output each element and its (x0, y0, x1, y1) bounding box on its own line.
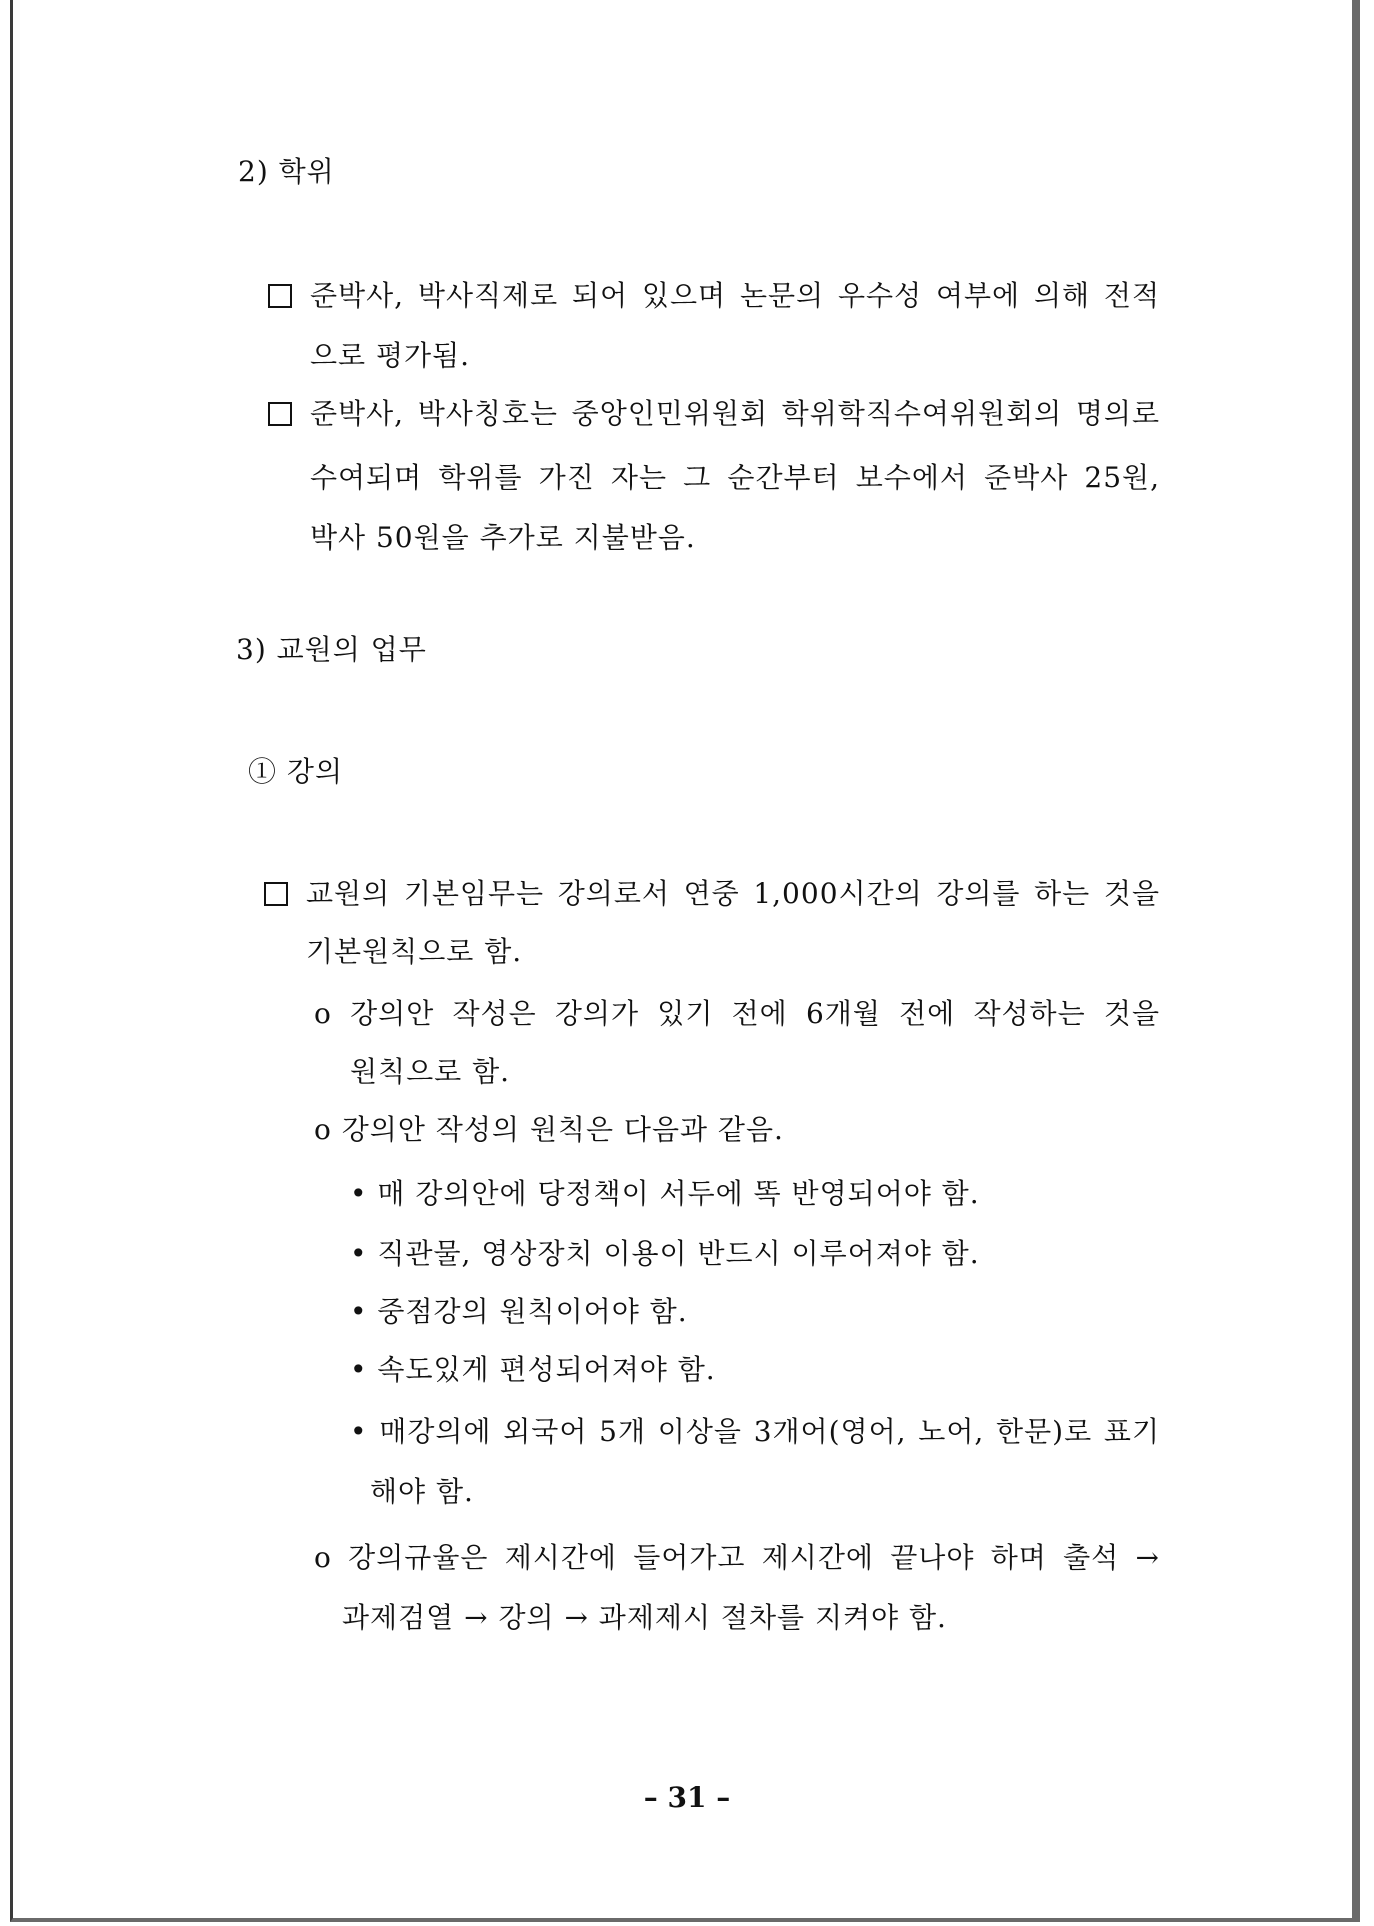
lecture-principle-bullet-1: • 매 강의안에 당정책이 서두에 똑 반영되어야 함. (350, 1177, 980, 1210)
page-number: – 31 – (643, 1781, 731, 1814)
lecture-principle-bullet-5-line-1: • 매강의에 외국어 5개 이상을 3개어(영어, 노어, 한문)로 표기 (350, 1415, 1160, 1448)
degree-item-1-line-2: 으로 평가됨. (310, 339, 471, 372)
section-heading-teacher-duties: 3) 교원의 업무 (236, 633, 427, 666)
degree-item-2-line-1: 준박사, 박사칭호는 중앙인민위원회 학위학직수여위원회의 명의로 (310, 397, 1160, 430)
lecture-principle-bullet-2: • 직관물, 영상장치 이용이 반드시 이루어져야 함. (350, 1237, 980, 1270)
lecture-sub-item-1-line-2: 원칙으로 함. (350, 1055, 511, 1088)
degree-item-1-line-1: 준박사, 박사직제로 되어 있으며 논문의 우수성 여부에 의해 전적 (310, 279, 1160, 312)
lecture-principle-bullet-3: • 중점강의 원칙이어야 함. (350, 1295, 688, 1328)
lecture-sub-item-3-line-1: o 강의규율은 제시간에 들어가고 제시간에 끝나야 하며 출석 → (314, 1541, 1160, 1574)
degree-item-2-line-3: 박사 50원을 추가로 지불받음. (310, 521, 696, 554)
lecture-sub-item-3-line-2: 과제검열 → 강의 → 과제제시 절차를 지켜야 함. (342, 1601, 947, 1634)
subsection-heading-lecture: ① 강의 (248, 755, 343, 788)
degree-item-2-line-2: 수여되며 학위를 가진 자는 그 순간부터 보수에서 준박사 25원, (310, 461, 1160, 494)
lecture-item-line-2: 기본원칙으로 함. (306, 935, 523, 968)
checkbox-square-icon (268, 284, 292, 308)
lecture-sub-item-2-line-1: o 강의안 작성의 원칙은 다음과 같음. (314, 1113, 784, 1146)
lecture-principle-bullet-4: • 속도있게 편성되어져야 함. (350, 1353, 716, 1386)
lecture-principle-bullet-5-line-2: 해야 함. (370, 1475, 474, 1508)
section-heading-degree: 2) 학위 (238, 155, 335, 188)
lecture-item-line-1: 교원의 기본임무는 강의로서 연중 1,000시간의 강의를 하는 것을 (306, 877, 1160, 910)
checkbox-square-icon (264, 882, 288, 906)
checkbox-square-icon (268, 402, 292, 426)
lecture-sub-item-1-line-1: o 강의안 작성은 강의가 있기 전에 6개월 전에 작성하는 것을 (314, 997, 1160, 1030)
